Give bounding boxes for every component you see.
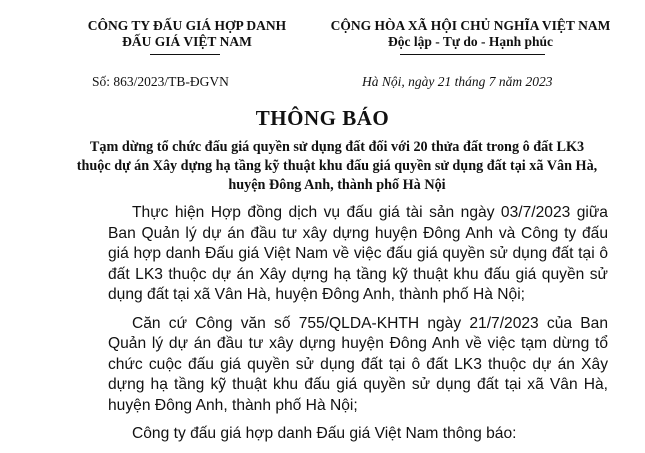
paragraph-3: Công ty đấu giá hợp danh Đấu giá Việt Nam thông báo:: [132, 425, 517, 442]
nation-motto: Độc lập - Tự do - Hạnh phúc: [387, 34, 554, 49]
document-body: [108, 203, 608, 453]
motto-underline: [400, 54, 545, 55]
national-header: [318, 18, 623, 50]
org-underline: [150, 54, 220, 55]
organization-header: [82, 18, 292, 50]
document-number: Số: 863/2023/TB-ĐGVN: [92, 74, 229, 89]
nation-name: CỘNG HÒA XÃ HỘI CHỦ NGHĨA VIỆT NAM: [330, 18, 611, 33]
paragraph-2: Căn cứ Công văn số 755/QLDA-KHTH ngày 21/7/2023 của Ban Quản lý dự án đầu tư xây dựng huyện Đông Anh về việc tạm dừng tổ chức cuộc đấu giá quyền sử dụng đất tại ô đất LK3 thuộc dự án Xây dựng hạ tầng kỹ thuật khu đấu giá quyền sử dụng đất tại xã Vân Hà, huyện Đông Anh, thành phố Hà Nội;: [108, 314, 608, 414]
document-date: Hà Nội, ngày 21 tháng 7 năm 2023: [362, 74, 553, 89]
org-name-line1: CÔNG TY ĐẤU GIÁ HỢP DANH: [87, 18, 287, 33]
document-subtitle: Tạm dừng tổ chức đấu giá quyền sử dụng đất đối với 20 thửa đất trong ô đất LK3 thuộc dự án Xây dựng hạ tầng kỹ thuật khu đấu giá quyền sử dụng đất tại xã Vân Hà, huyện Đông Anh, thành phố Hà Nội: [76, 139, 598, 193]
paragraph-1: Thực hiện Hợp đồng dịch vụ đấu giá tài sản ngày 03/7/2023 giữa Ban Quản lý dự án đầu tư xây dựng huyện Đông Anh và Công ty đấu giá hợp danh Đấu giá Việt Nam về việc đấu giá quyền sử dụng đất tại ô đất LK3 thuộc dự án Xây dựng hạ tầng kỹ thuật khu đấu giá quyền sử dụng đất tại xã Vân Hà, huyện Đông Anh, thành phố Hà Nội;: [108, 204, 608, 303]
org-name-line2: ĐẤU GIÁ VIỆT NAM: [122, 34, 252, 49]
document-title: THÔNG BÁO: [255, 106, 390, 130]
